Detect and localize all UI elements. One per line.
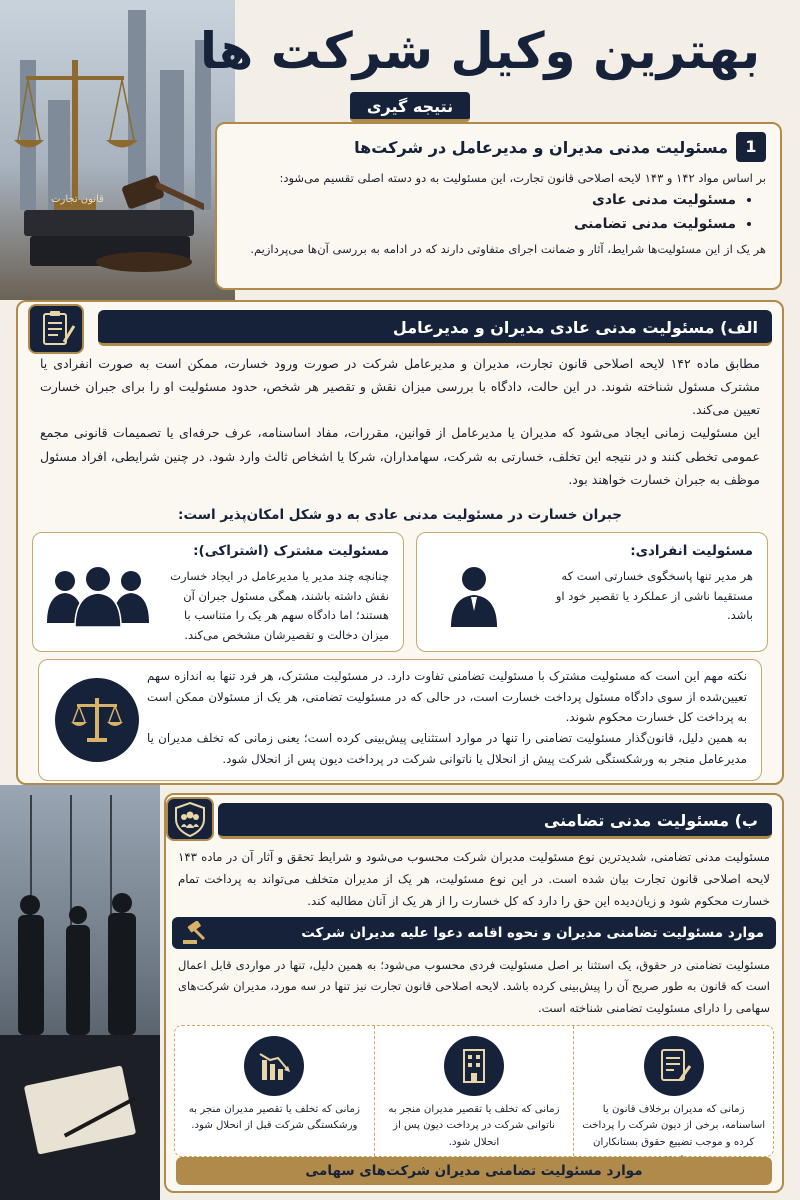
joint-liability-card — [32, 532, 404, 652]
joint-liability-title: مسئولیت مشترک (اشتراکی): — [193, 543, 389, 559]
case-text-3: زمانی که تخلف یا تقصیر مدیران منجر به ورشکستگی شرکت قبل از انحلال شود. — [188, 1104, 360, 1132]
section-b-subheading-text: موارد مسئولیت تضامنی مدیران و نحوه اقامه دعوا علیه مدیران شرکت — [301, 925, 764, 941]
single-person-icon — [439, 561, 509, 631]
group-people-icon — [43, 563, 153, 629]
section-b-paragraph-1: مسئولیت مدنی تضامنی، شدیدترین نوع مسئولیت مدیران شرکت محسوب می‌شود و شرایط تحقق و آثار آن در ماده ۱۴۳ لایحه اصلاحی قانون تجارت بیان شده است. در این نوع مسئولیت، هر یک از مدیران متخلف می‌تواند به پرداخت تمام خسارت محکوم شود و زیان‌دیده این حق را دارد که کل خسارت را از هر یک از آنان مطالبه کند. — [178, 850, 770, 908]
section-a-title: الف) مسئولیت مدنی عادی مدیران و مدیرعامل — [98, 310, 772, 346]
section-number-badge: 1 — [736, 132, 766, 162]
note-paragraph-1: نکته مهم این است که مسئولیت مشترک با مسئولیت تضامنی تفاوت دارد. در مسئولیت مشترک، هر فرد تنها به اندازه سهم تعیین‌شده از سوی دادگاه مسئول پرداخت خسارت است، در حالی که در مسئولیت تضامنی، هر یک از مسئولان ممکن است به پرداخت کل خسارت محکوم شوند. — [147, 669, 747, 725]
case-item-2 — [374, 1026, 574, 1156]
section-a-body — [40, 352, 760, 491]
section-a-paragraph-1: مطابق ماده ۱۴۲ لایحه اصلاحی قانون تجارت، مدیران و مدیرعامل شرکت در صورت ورود خسارت، ممکن است به صورت انفرادی یا مشترک مسئول شناخته شوند. در این حالت، دادگاه با بررسی میزان نقش و تقصیر هر شخص، حدود مسئولیت او را برای جبران خسارت تعیین می‌کند. — [40, 356, 760, 418]
section-ordinary-liability — [16, 300, 784, 785]
intro-card — [215, 122, 782, 290]
page-title: بهترین وکیل شرکت ها — [199, 22, 761, 80]
case-item-1 — [573, 1026, 773, 1156]
conclusion-pill: نتیجه گیری — [350, 92, 470, 122]
checklist-pen-icon — [28, 304, 84, 354]
section-b-title: ب) مسئولیت مدنی تضامنی — [218, 803, 772, 839]
section-solidary-liability — [164, 793, 784, 1193]
note-paragraph-2: به همین دلیل، قانون‌گذار مسئولیت تضامنی را تنها در موارد استثنایی پیش‌بینی کرده است؛ یعنی زمانی که تخلف مدیران یا مدیرعامل منجر به ورشکستگی شرکت پیش از انحلال یا ناتوانی شرکت در پرداخت دیون پس از انحلال شود. — [147, 730, 747, 766]
case-item-3 — [175, 1026, 374, 1156]
law-book-label: قانون تجارت — [51, 194, 104, 205]
individual-liability-title: مسئولیت انفرادی: — [630, 543, 753, 559]
joint-vs-solidary-note — [38, 659, 762, 781]
intro-header — [231, 132, 766, 162]
shield-team-icon — [166, 797, 214, 841]
case-text-1: زمانی که مدیران برخلاف قانون یا اساسنامه، برخی از دیون شرکت را پرداخت کرده و موجب تضییع حقوق بستانکاران — [582, 1104, 766, 1148]
building-icon — [444, 1036, 504, 1096]
case-text-2: زمانی که تخلف یا تقصیر مدیران منجر به ناتوانی شرکت در پرداخت دیون پس از انحلال شود. — [388, 1104, 560, 1148]
joint-liability-text: چنانچه چند مدیر یا مدیرعامل در ایجاد خسارت نقش داشته باشند، همگی مسئول جبران آن هستند؛ اما دادگاه سهم هر یک را متناسب با میزان دخالت و تقصیرشان مشخص می‌کند. — [170, 569, 389, 642]
list-item: • مسئولیت مدنی عادی — [231, 189, 736, 213]
footer-banner: موارد مسئولیت تضامنی مدیران شرکت‌های سهامی — [176, 1157, 772, 1185]
compensation-heading: جبران خسارت در مسئولیت مدنی عادی به دو شکل امکان‌پذیر است: — [178, 507, 622, 523]
liability-types-list — [231, 189, 766, 237]
balance-scale-icon — [55, 678, 139, 762]
list-item: • مسئولیت مدنی تضامنی — [231, 213, 736, 237]
document-pen-icon — [644, 1036, 704, 1096]
section-b-paragraph-2: مسئولیت تضامنی در حقوق، یک استثنا بر اصل مسئولیت فردی محسوب می‌شود؛ به همین دلیل، تنها در مواردی قابل اعمال است که قانون به طور صریح آن را پیش‌بینی کرده باشد. لایحه اصلاحی قانون تجارت نیز تنها در سه مورد، مدیران شرکت‌های سهامی را دارای مسئولیت تضامنی شناخته است. — [178, 958, 770, 1015]
intro-closing: هر یک از این مسئولیت‌ها شرایط، آثار و ضمانت اجرای متفاوتی دارند که در ادامه به بررسی آن‌ها می‌پردازیم. — [250, 241, 766, 256]
gavel-icon — [182, 921, 208, 945]
note-body — [147, 666, 747, 769]
solidary-cases-row — [174, 1025, 774, 1157]
intro-lead: بر اساس مواد ۱۴۲ و ۱۴۳ لایحه اصلاحی قانون تجارت، این مسئولیت به دو دسته اصلی تقسیم می‌شود: — [279, 171, 766, 185]
section-a-paragraph-2: این مسئولیت زمانی ایجاد می‌شود که مدیران یا مدیرعامل از قوانین، مقررات، مفاد اساسنامه، عرف حرفه‌ای یا تصمیمات قانونی مجمع عمومی تخطی کنند و در نتیجه این تخلف، خسارتی به شرکت، سهامداران، شرکا یا اشخاص ثالث وارد شود. در چنین شرایطی، افراد مسئول موظف به جبران خسارت خواهند بود. — [40, 425, 760, 487]
individual-liability-card — [416, 532, 768, 652]
business-people-office-image — [0, 785, 160, 1200]
section-b-subheading — [172, 917, 776, 949]
individual-liability-text: هر مدیر تنها پاسخگوی خسارتی است که مستقیما ناشی از عملکرد یا تقصیر خود او باشد. — [555, 569, 753, 623]
declining-chart-icon — [244, 1036, 304, 1096]
intro-heading: مسئولیت مدنی مدیران و مدیرعامل در شرکت‌ها — [354, 137, 728, 157]
